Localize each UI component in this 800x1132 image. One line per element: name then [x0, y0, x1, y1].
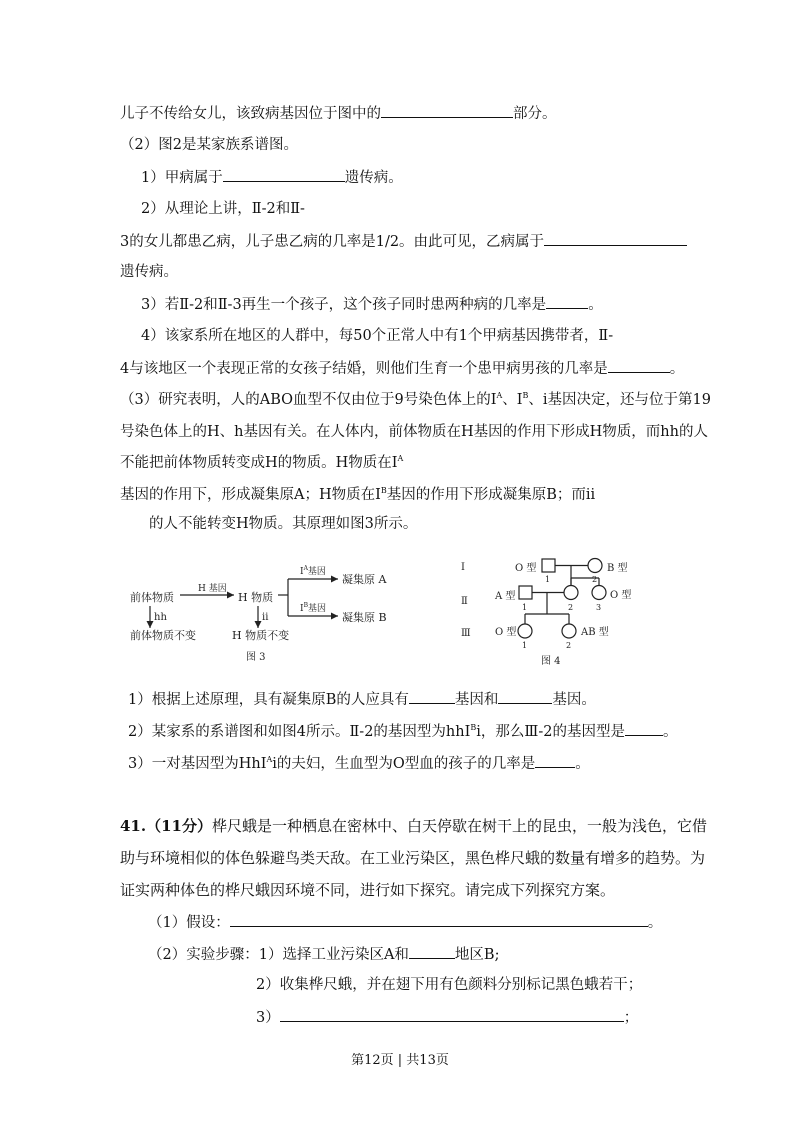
- fig3-agglutinogen-b: 凝集原 B: [342, 611, 387, 624]
- answer-blank[interactable]: [381, 103, 513, 118]
- line-14: 的人不能转变H物质。其原理如图3所示。: [149, 516, 418, 532]
- q41-step-2: 2）收集桦尺蛾，并在翅下用有色颜料分别标记黑色蛾若干；: [256, 977, 643, 993]
- ii3-female-circle: [592, 586, 606, 600]
- answer-blank[interactable]: [280, 1007, 624, 1022]
- answer-blank[interactable]: [535, 753, 575, 768]
- fig3-caption: 图 3: [246, 652, 266, 663]
- q3-line: 3）一对基因型为HhI$^A$i的夫妇，生血型为O型血的孩子的几率是 。: [128, 755, 590, 772]
- fig3-hh-label: hh: [154, 612, 167, 623]
- line-8: 4）该家系所在地区的人群中，每50个正常人中有1个甲病基因携带者，Ⅱ-: [141, 328, 614, 344]
- line-11: 号染色体上的H、h基因有关。在人体内，前体物质在H基因的作用下形成H物质，而hh的人: [120, 424, 708, 440]
- line-1: 儿子不传给女儿，该致病基因位于图中的 部分。: [120, 103, 557, 124]
- line-13: 基因的作用下，形成凝集原A；H物质在$I^B$基因的作用下形成凝集原B；而ii: [120, 486, 596, 503]
- line-2: （2）图2是某家族系谱图。: [120, 137, 298, 153]
- fig3-precursor: 前体物质: [130, 591, 174, 604]
- q2-line: 2）某家系的系谱图和如图4所示。Ⅱ-2的基因型为hhI$^B$i，那么Ⅲ-2的基因型是 。: [128, 723, 678, 740]
- q41-number: 41.（11分）: [120, 817, 212, 835]
- ii3-blood-type: O 型: [610, 590, 632, 601]
- line-9: 4与该地区一个表现正常的女孩子结婚，则他们生育一个患甲病男孩的几率是 。: [120, 358, 684, 379]
- ii3-number: 3: [596, 603, 602, 612]
- figure-4-pedigree: [455, 548, 655, 678]
- iii2-blood-type: AB 型: [581, 627, 609, 638]
- line-6: 遗传病。: [120, 264, 178, 280]
- line-4: 2）从理论上讲，Ⅱ-2和Ⅱ-: [141, 201, 305, 217]
- q41-line-2: 助与环境相似的体色躲避鸟类天敌。在工业污染区，黑色桦尺蛾的数量有增多的趋势。为: [120, 849, 706, 867]
- answer-blank[interactable]: [223, 167, 345, 182]
- iii2-female-circle: [562, 624, 576, 638]
- ii1-number: 1: [522, 603, 528, 612]
- line-7: 3）若Ⅱ-2和Ⅱ-3再生一个孩子，这个孩子同时患两种病的几率是 。: [141, 294, 603, 315]
- answer-blank[interactable]: [546, 294, 588, 309]
- answer-blank[interactable]: [498, 689, 552, 704]
- iii1-number: 1: [522, 641, 528, 650]
- fig3-precursor-unchanged: 前体物质不变: [130, 629, 196, 642]
- i1-number: 1: [545, 575, 551, 584]
- q41-step-1: （2）实验步骤：1）选择工业污染区A和 地区B;: [148, 944, 499, 965]
- q1-line: 1）根据上述原理，具有凝集原B的人应具有 基因和 基因。: [128, 689, 596, 710]
- q41-line-3: 证实两种体色的桦尺蛾因环境不同，进行如下探究。请完成下列探究方案。: [120, 881, 616, 899]
- line-5: 3的女儿都患乙病，儿子患乙病的几率是1/2。由此可见，乙病属于: [120, 231, 687, 252]
- gen-1-label: Ⅰ: [461, 562, 465, 573]
- fig3-h-unchanged: H 物质不变: [232, 629, 290, 642]
- fig3-h-gene-label: H 基因: [198, 584, 227, 594]
- iii1-blood-type: O 型: [495, 627, 517, 638]
- q41-step-3: 3） ；: [256, 1007, 638, 1028]
- fig3-ii-label: ii: [262, 612, 269, 623]
- fig3-ia-label: $I^A$基因: [300, 565, 326, 577]
- i1-blood-type: O 型: [515, 563, 537, 574]
- ii2-female-circle: [564, 586, 578, 600]
- iii2-number: 2: [566, 641, 572, 650]
- i2-female-circle: [588, 559, 602, 573]
- page-footer: 第12页 | 共13页: [351, 1053, 449, 1068]
- q41-hypothesis: （1）假设： 。: [148, 912, 662, 933]
- answer-blank[interactable]: [625, 721, 663, 736]
- answer-blank[interactable]: [230, 912, 648, 927]
- answer-blank[interactable]: [608, 358, 670, 373]
- gen-3-label: Ⅲ: [461, 628, 471, 639]
- fig3-h-substance: H 物质: [238, 591, 274, 604]
- fig3-agglutinogen-a: 凝集原 A: [342, 573, 387, 586]
- ii1-blood-type: A 型: [495, 591, 516, 602]
- answer-blank[interactable]: [409, 944, 455, 959]
- answer-blank[interactable]: [544, 231, 687, 246]
- i2-number: 2: [592, 575, 598, 584]
- iii1-female-circle: [518, 624, 532, 638]
- ii2-number: 2: [568, 603, 574, 612]
- i2-blood-type: B 型: [607, 563, 628, 574]
- figure-3-diagram: [128, 546, 398, 676]
- gen-2-label: Ⅱ: [461, 596, 468, 607]
- line-3: 1）甲病属于 遗传病。: [141, 167, 403, 188]
- line-12: 不能把前体物质转变成H的物质。H物质在$I^A$: [120, 454, 404, 471]
- i1-male-square: [542, 559, 555, 572]
- fig3-ib-label: $I^B$基因: [300, 602, 326, 614]
- answer-blank[interactable]: [409, 689, 455, 704]
- q41-line-1: 41.（11分）桦尺蛾是一种栖息在密林中、白天停歇在树干上的昆虫，一般为浅色，它借: [120, 817, 707, 835]
- ii1-male-square: [519, 586, 532, 599]
- fig4-caption: 图 4: [541, 656, 561, 667]
- line-10: （3）研究表明，人的ABO血型不仅由位于9号染色体上的$I^A$、$I^B$、i基因决定，还与位于第19: [120, 391, 711, 408]
